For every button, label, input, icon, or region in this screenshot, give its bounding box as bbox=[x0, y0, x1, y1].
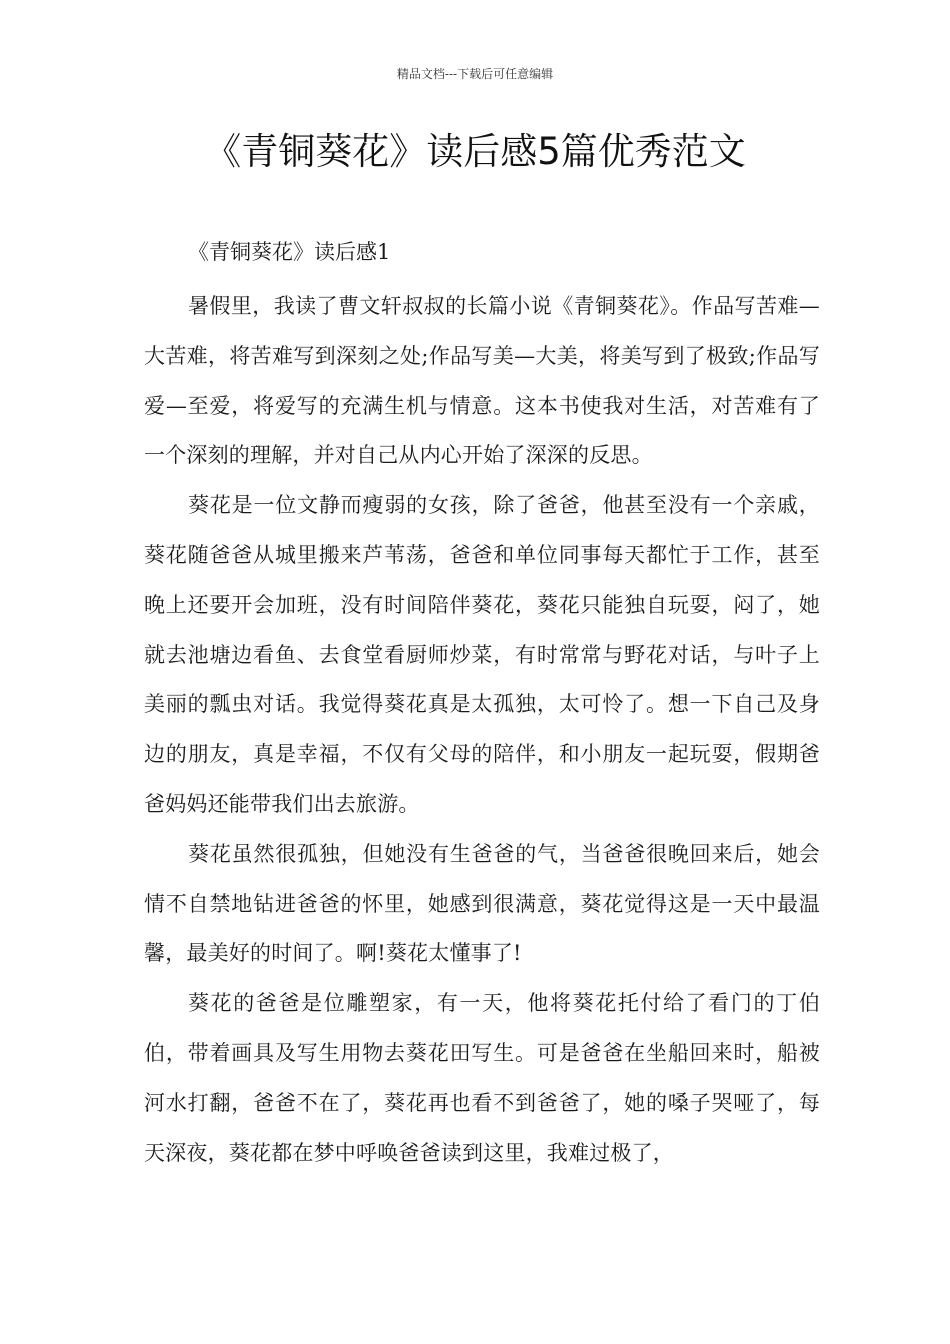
document-title: 《青铜葵花》读后感5篇优秀范文 bbox=[204, 130, 746, 173]
document-body bbox=[144, 282, 820, 1178]
paragraph: 葵花是一位文静而瘦弱的女孩，除了爸爸，他甚至没有一个亲戚，葵花随爸爸从城里搬来芦苇荡，爸爸和单位同事每天都忙于工作，甚至晚上还要开会加班，没有时间陪伴葵花，葵花只能独自玩耍，闷了，她就去池塘边看鱼、去食堂看厨师炒菜，有时常常与野花对话，与叶子上美丽的瓢虫对话。我觉得葵花真是太孤独，太可怜了。想一下自己及身边的朋友，真是幸福，不仅有父母的陪伴，和小朋友一起玩耍，假期爸爸妈妈还能带我们出去旅游。 bbox=[144, 493, 820, 816]
header-note: 精品文档---下载后可任意编辑 bbox=[396, 67, 554, 81]
paragraph: 暑假里，我读了曹文轩叔叔的长篇小说《青铜葵花》。作品写苦难—大苦难，将苦难写到深刻之处;作品写美—大美，将美写到了极致;作品写爱—至爱，将爱写的充满生机与情意。这本书使我对生活，对苦难有了一个深刻的理解，并对自己从内心开始了深深的反思。 bbox=[144, 294, 820, 468]
section-heading: 《青铜葵花》读后感1 bbox=[188, 240, 391, 264]
paragraph: 葵花虽然很孤独，但她没有生爸爸的气，当爸爸很晚回来后，她会情不自禁地钻进爸爸的怀里，她感到很满意，葵花觉得这是一天中最温馨，最美好的时间了。啊!葵花太懂事了! bbox=[144, 841, 820, 966]
paragraph: 葵花的爸爸是位雕塑家，有一天，他将葵花托付给了看门的丁伯伯，带着画具及写生用物去葵花田写生。可是爸爸在坐船回来时，船被河水打翻，爸爸不在了，葵花再也看不到爸爸了，她的嗓子哭哑了，每天深夜，葵花都在梦中呼唤爸爸读到这里，我难过极了， bbox=[144, 991, 820, 1165]
